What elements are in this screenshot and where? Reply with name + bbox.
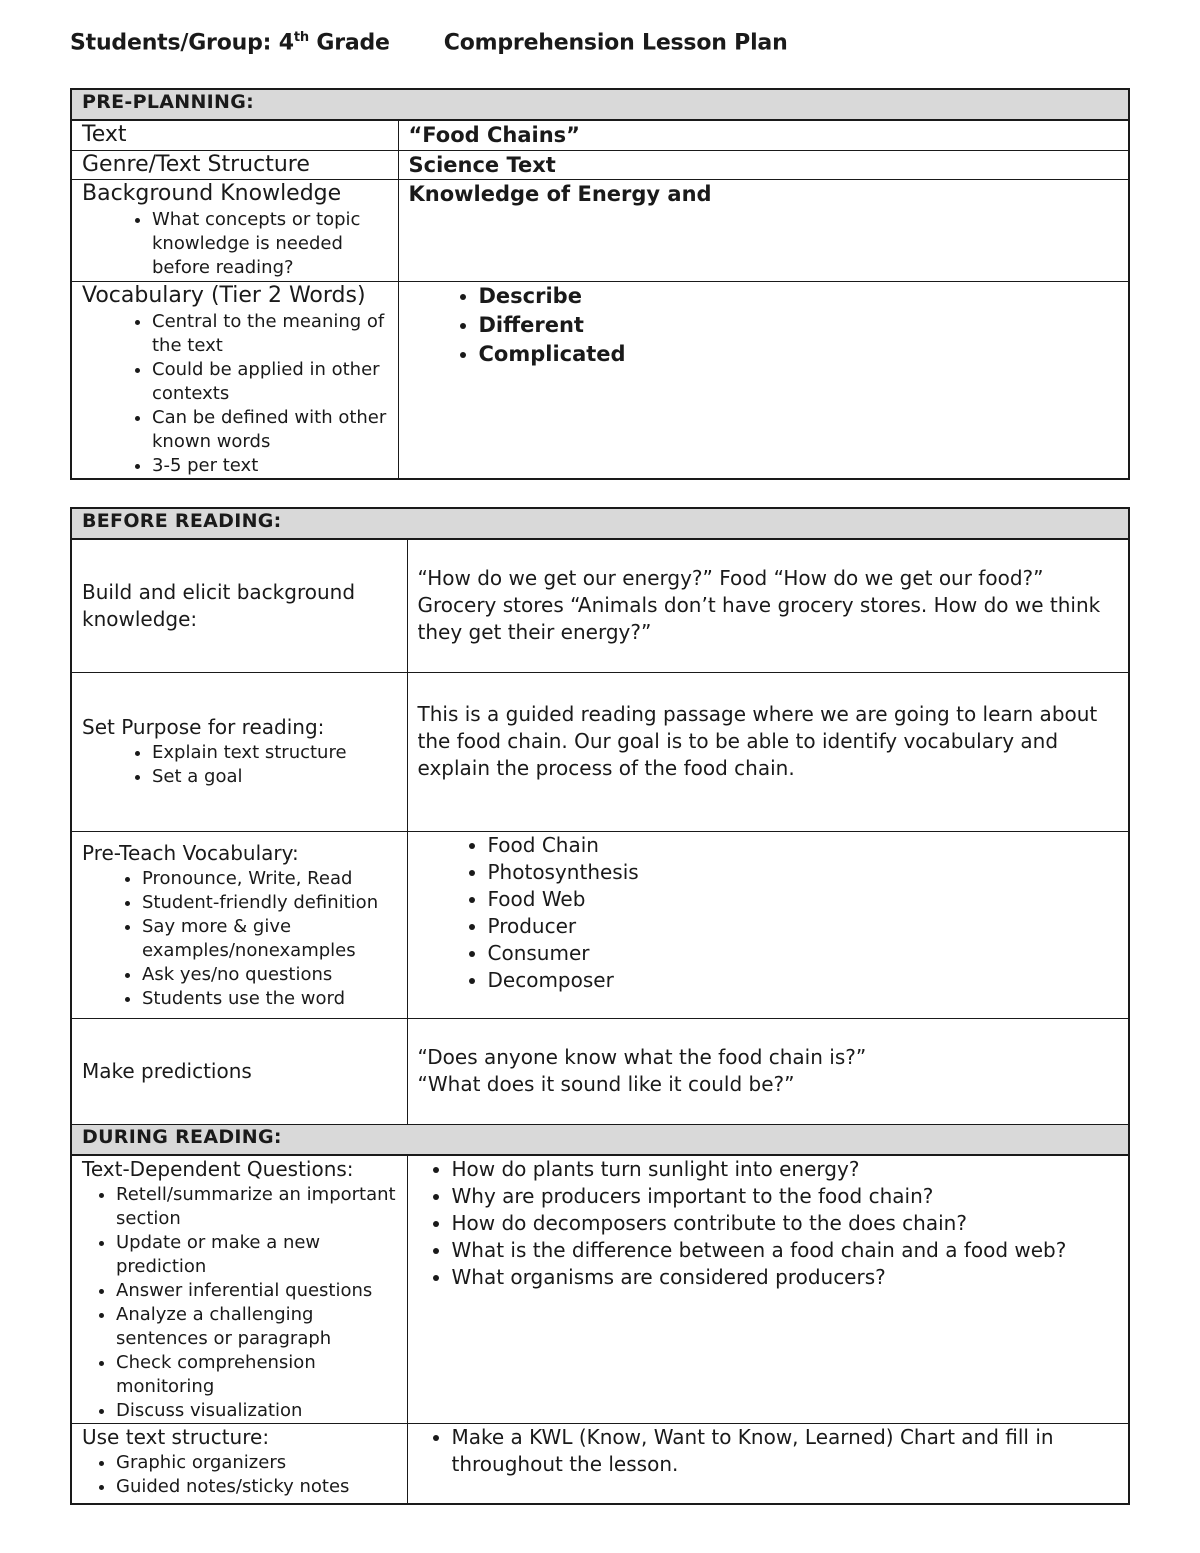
vocab-cell xyxy=(71,281,398,479)
list-item: • Explain text structure xyxy=(152,741,397,765)
during-reading-heading: DURING READING: xyxy=(71,1124,1129,1155)
list-item: • Student-friendly definition xyxy=(142,891,397,915)
vocab-bullets xyxy=(82,310,388,478)
build-value-cell xyxy=(407,539,1129,672)
predict-label: Make predictions xyxy=(82,1058,252,1083)
list-item: • Make a KWL (Know, Want to Know, Learned) Chart and fill in throughout the lesson. xyxy=(452,1424,1119,1478)
purpose-bullets xyxy=(82,741,397,789)
build-label-cell xyxy=(71,539,407,672)
list-item: • What concepts or topic knowledge is needed before reading? xyxy=(152,208,388,280)
list-item: • Central to the meaning of the text xyxy=(152,310,388,358)
list-item: • Pronounce, Write, Read xyxy=(142,867,397,891)
list-item: • Say more & give examples/nonexamples xyxy=(142,915,397,963)
preteach-label: Pre-Teach Vocabulary: xyxy=(82,840,299,865)
group-suffix: Grade xyxy=(308,30,390,56)
list-item: • 3-5 per text xyxy=(152,454,388,478)
list-item: • Graphic organizers xyxy=(116,1451,397,1475)
pre-planning-table xyxy=(70,88,1130,480)
group-label: Students/Group: 4 xyxy=(70,30,294,56)
structure-values xyxy=(418,1424,1119,1478)
structure-bullets xyxy=(82,1451,397,1499)
list-item: • Check comprehension monitoring xyxy=(116,1351,397,1399)
list-item: • Food Chain xyxy=(488,832,1119,859)
build-value: “How do we get our energy?” Food “How do we get our food?” Grocery stores “Animals don’t have grocery stores. How do we think they get their energy?” xyxy=(417,566,1101,645)
preteach-bullets xyxy=(82,867,397,1011)
list-item: • Ask yes/no questions xyxy=(142,963,397,987)
genre-value: Science Text xyxy=(398,150,1129,179)
background-value: Knowledge of Energy and xyxy=(398,179,1129,281)
list-item: • How do decomposers contribute to the does chain? xyxy=(452,1210,1119,1237)
list-item: • Analyze a challenging sentences or paragraph xyxy=(116,1303,397,1351)
questions-bullets xyxy=(82,1183,397,1423)
purpose-value: This is a guided reading passage where we are going to learn about the food chain. Our goal is to be able to identify vocabulary and explain the process of the food chain. xyxy=(417,701,1098,780)
list-item: • What organisms are considered producers? xyxy=(452,1264,1119,1291)
background-cell xyxy=(71,179,398,281)
background-label: Background Knowledge xyxy=(82,180,342,206)
list-item: • Food Web xyxy=(488,886,1119,913)
vocab-words-cell xyxy=(398,281,1129,479)
list-item: • Answer inferential questions xyxy=(116,1279,397,1303)
preteach-words xyxy=(418,832,1119,994)
list-item: • Producer xyxy=(488,913,1119,940)
list-item: • Update or make a new prediction xyxy=(116,1231,397,1279)
list-item: • Retell/summarize an important section xyxy=(116,1183,397,1231)
list-item: • Could be applied in other contexts xyxy=(152,358,388,406)
reading-table xyxy=(70,507,1130,1505)
vocab-words xyxy=(409,282,1119,369)
list-item: • Why are producers important to the food chain? xyxy=(452,1183,1119,1210)
list-item: • Set a goal xyxy=(152,765,397,789)
purpose-value-cell xyxy=(407,672,1129,831)
preteach-words-cell xyxy=(407,831,1129,1018)
list-item: • How do plants turn sunlight into energy? xyxy=(452,1156,1119,1183)
purpose-cell xyxy=(71,672,407,831)
predict-value-cell xyxy=(407,1018,1129,1124)
predict-line-1: “Does anyone know what the food chain is?” xyxy=(417,1045,867,1069)
list-item: • Discuss visualization xyxy=(116,1399,397,1423)
list-item: • Photosynthesis xyxy=(488,859,1119,886)
predict-label-cell xyxy=(71,1018,407,1124)
list-item: • What is the difference between a food chain and a food web? xyxy=(452,1237,1119,1264)
list-item: • Consumer xyxy=(488,940,1119,967)
structure-values-cell xyxy=(407,1424,1129,1504)
list-item: • Students use the word xyxy=(142,987,397,1011)
preteach-cell xyxy=(71,831,407,1018)
background-bullets xyxy=(82,208,388,280)
questions-values xyxy=(418,1156,1119,1291)
pre-planning-heading: PRE-PLANNING: xyxy=(71,89,1129,120)
list-item: • Different xyxy=(479,311,1119,340)
list-item: • Guided notes/sticky notes xyxy=(116,1475,397,1499)
questions-values-cell xyxy=(407,1155,1129,1424)
list-item: • Decomposer xyxy=(488,967,1119,994)
structure-cell xyxy=(71,1424,407,1504)
list-item: • Can be defined with other known words xyxy=(152,406,388,454)
structure-label: Use text structure: xyxy=(82,1425,270,1449)
page-title xyxy=(70,30,788,55)
questions-cell xyxy=(71,1155,407,1424)
before-reading-heading: BEFORE READING: xyxy=(71,508,1129,539)
text-label: Text xyxy=(71,120,398,150)
vocab-label: Vocabulary (Tier 2 Words) xyxy=(82,282,366,308)
plan-title: Comprehension Lesson Plan xyxy=(443,30,788,56)
genre-label: Genre/Text Structure xyxy=(71,150,398,179)
predict-line-2: “What does it sound like it could be?” xyxy=(417,1072,795,1096)
list-item: • Complicated xyxy=(479,340,1119,369)
questions-label: Text-Dependent Questions: xyxy=(82,1157,354,1181)
build-label: Build and elicit background knowledge: xyxy=(82,579,356,631)
purpose-label: Set Purpose for reading: xyxy=(82,715,325,739)
group-superscript: th xyxy=(293,30,309,45)
list-item: • Describe xyxy=(479,282,1119,311)
text-value: “Food Chains” xyxy=(398,120,1129,150)
